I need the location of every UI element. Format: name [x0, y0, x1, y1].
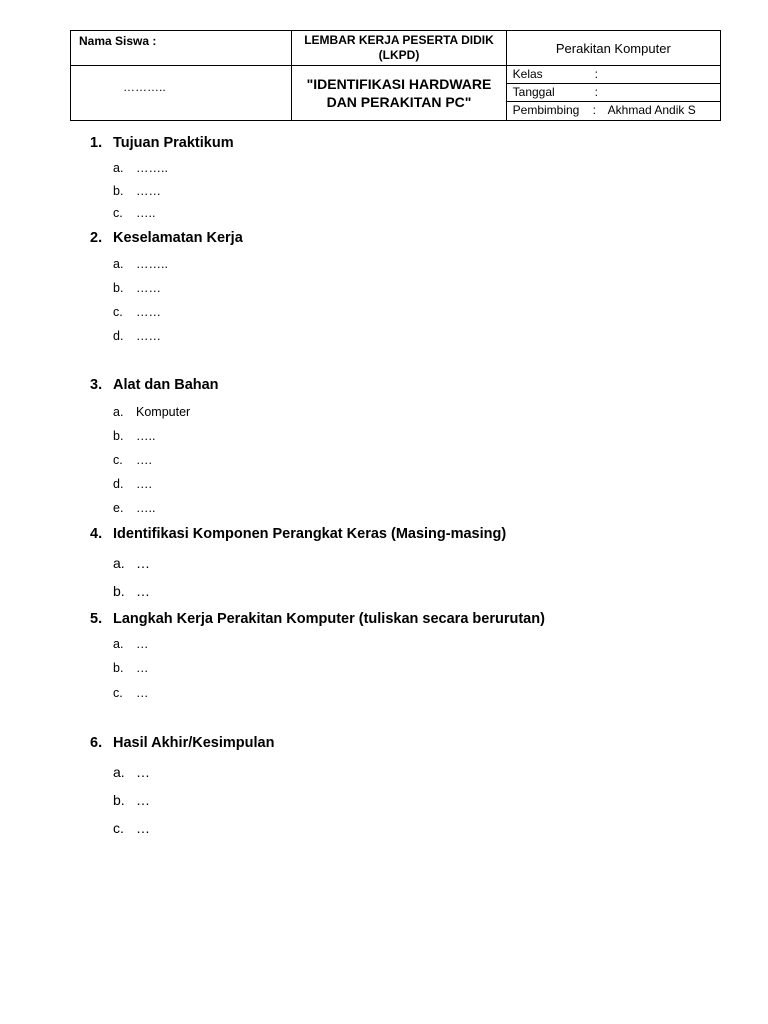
tanggal-row — [507, 84, 720, 102]
section-title: Langkah Kerja Perakitan Komputer (tuliskan secara berurutan) — [113, 611, 545, 627]
tanggal-label: Tanggal — [512, 85, 555, 99]
section-heading — [90, 135, 234, 151]
pembimbing-label: Pembimbing — [512, 103, 580, 117]
list-item — [113, 686, 149, 700]
list-item — [113, 429, 155, 443]
item-text: …… — [136, 305, 161, 319]
pembimbing-colon: : — [592, 103, 596, 117]
list-item — [113, 792, 150, 808]
item-letter: e. — [113, 501, 124, 515]
item-letter: c. — [113, 206, 123, 220]
list-item — [113, 206, 155, 220]
item-text: Komputer — [136, 405, 191, 419]
item-letter: a. — [113, 161, 124, 175]
item-letter: d. — [113, 329, 124, 343]
tanggal-colon: : — [594, 85, 598, 99]
list-item — [113, 329, 161, 343]
item-text: … — [136, 764, 150, 780]
section-heading — [90, 526, 506, 542]
item-letter: b. — [113, 281, 124, 295]
student-name-value: ……….. — [71, 66, 292, 121]
header-table — [70, 30, 721, 121]
item-text: … — [136, 792, 150, 808]
item-text: …… — [136, 329, 161, 343]
student-name-label: Nama Siswa : — [71, 31, 292, 66]
section-title: Tujuan Praktikum — [113, 135, 234, 151]
item-letter: c. — [113, 686, 123, 700]
item-letter: a. — [113, 257, 124, 271]
item-letter: d. — [113, 477, 124, 491]
item-letter: c. — [113, 453, 123, 467]
list-item — [113, 637, 149, 651]
section-title: Identifikasi Komponen Perangkat Keras (Masing-masing) — [113, 526, 507, 542]
section-heading — [90, 377, 219, 393]
item-letter: a. — [113, 764, 125, 780]
worksheet-title-line2: DAN PERAKITAN PC" — [326, 94, 472, 110]
item-text: … — [136, 661, 149, 675]
list-item — [113, 405, 190, 419]
item-text: ….. — [136, 206, 156, 220]
item-text: … — [136, 820, 150, 836]
section-number: 2. — [90, 230, 103, 246]
section-heading — [90, 611, 545, 627]
section-title: Alat dan Bahan — [113, 377, 219, 393]
item-letter: a. — [113, 555, 125, 571]
item-text: …….. — [136, 257, 168, 271]
item-text: …. — [136, 453, 152, 467]
lkpd-label — [292, 31, 506, 66]
info-cell — [506, 66, 720, 121]
item-text: … — [136, 555, 150, 571]
list-item — [113, 661, 149, 675]
list-item — [113, 501, 155, 515]
kelas-label: Kelas — [512, 67, 543, 81]
section-number: 1. — [90, 135, 103, 151]
pembimbing-value: Akhmad Andik S — [607, 103, 696, 117]
list-item — [113, 257, 168, 271]
lkpd-line1: LEMBAR KERJA PESERTA DIDIK — [304, 33, 494, 47]
section-number: 5. — [90, 611, 103, 627]
kelas-row — [507, 66, 720, 84]
section-number: 4. — [90, 526, 103, 542]
kelas-colon: : — [594, 67, 598, 81]
lkpd-line2: (LKPD) — [378, 48, 420, 62]
item-letter: a. — [113, 637, 124, 651]
item-letter: c. — [113, 820, 124, 836]
section-title: Keselamatan Kerja — [113, 230, 243, 246]
subject-cell: Perakitan Komputer — [506, 31, 720, 66]
item-letter: a. — [113, 405, 124, 419]
worksheet-title-line1: "IDENTIFIKASI HARDWARE — [306, 76, 492, 92]
list-item — [113, 161, 168, 175]
item-text: … — [136, 637, 149, 651]
item-text: … — [136, 583, 150, 599]
section-title: Hasil Akhir/Kesimpulan — [113, 735, 275, 751]
list-item — [113, 583, 150, 599]
item-letter: b. — [113, 792, 125, 808]
list-item — [113, 555, 150, 571]
item-letter: b. — [113, 661, 124, 675]
list-item — [113, 305, 161, 319]
section-heading — [90, 230, 243, 246]
section-heading — [90, 735, 274, 751]
item-letter: b. — [113, 429, 124, 443]
list-item — [113, 764, 150, 780]
item-text: ….. — [136, 501, 156, 515]
section-number: 6. — [90, 735, 103, 751]
item-text: …….. — [136, 161, 168, 175]
section-number: 3. — [90, 377, 103, 393]
item-text: …. — [136, 477, 152, 491]
item-letter: c. — [113, 305, 123, 319]
list-item — [113, 184, 161, 198]
item-text: … — [136, 686, 149, 700]
list-item — [113, 281, 161, 295]
list-item — [113, 453, 152, 467]
item-letter: b. — [113, 184, 124, 198]
item-letter: b. — [113, 583, 125, 599]
list-item — [113, 477, 152, 491]
list-item — [113, 820, 150, 836]
worksheet-title — [292, 66, 506, 121]
item-text: …… — [136, 184, 161, 198]
pembimbing-row — [507, 102, 720, 120]
item-text: …… — [136, 281, 161, 295]
item-text: ….. — [136, 429, 156, 443]
